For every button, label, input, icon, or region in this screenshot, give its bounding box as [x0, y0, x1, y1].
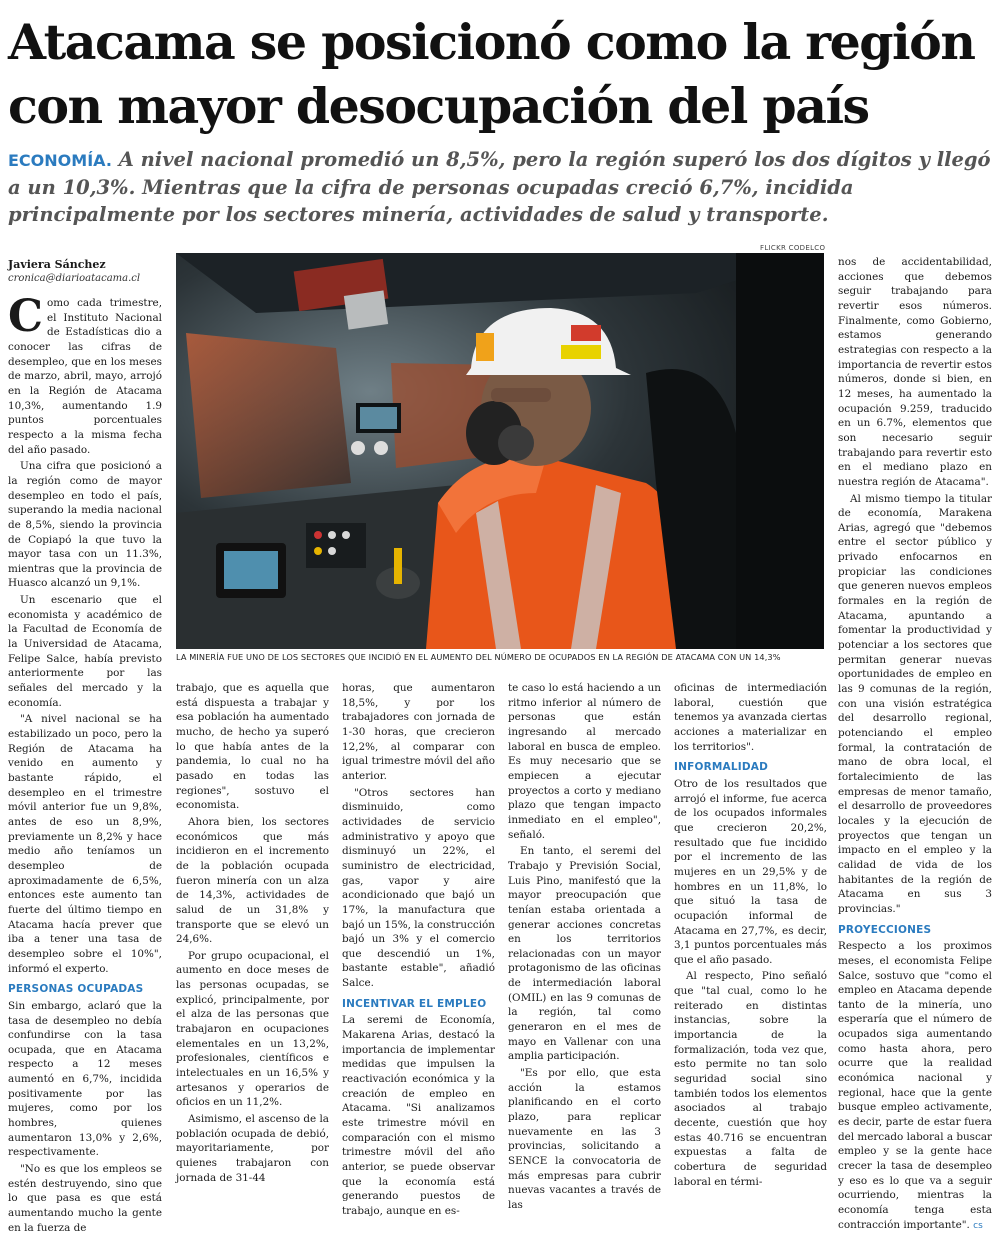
column-1: [8, 291, 162, 1237]
article-paragraph: [838, 939, 992, 1233]
column-2: [176, 681, 329, 1187]
article-paragraph: Sin embargo, aclaró que la tasa de desempleo no debía confundirse con la tasa ocupada, que en Atacama respecto a 12 meses aumentó en 6,7%, incidida positivamente por las mujeres, como por los hombres, quienes aumentaron 13,0% y 2,6%, respectivamente.: [8, 999, 162, 1159]
subheading-informalidad: INFORMALIDAD: [674, 761, 769, 774]
end-mark-icon: cs: [973, 1220, 983, 1231]
column-3: [342, 681, 495, 1221]
article-paragraph: nos de accidentabilidad, acciones que debemos seguir trabajando para revertir esos números. Finalmente, como Gobierno, estamos generando estrategias con respecto a la importancia de revertir estos números, donde si bien, en 12 meses, ha aumentado la ocupación 9.259, traducido en un 6.7%, elementos que son necesario seguir trabajando para revertir esto en el mediano plazo en nuestra región de Atacama".: [838, 256, 992, 488]
article-paragraph: Por grupo ocupacional, el aumento en doce meses de las personas ocupadas, se explicó, principalmente, por el alza de las personas que trabajaron en ocupaciones elementales en un 13,2%, profesionales, científicos e intelectuales en un 16,5% y artesanos y operarios de oficios en un 11,2%.: [176, 949, 329, 1109]
photo-caption: LA MINERÍA FUE UNO DE LOS SECTORES QUE INCIDIÓ EN EL AUMENTO DEL NÚMERO DE OCUPADOS EN LA REGIÓN DE ATACAMA CON UN 14,3%: [176, 652, 781, 662]
article-paragraph: "No es que los empleos se estén destruyendo, sino que lo que pasa es que está aumentando mucho la gente en la fuerza de: [8, 1163, 162, 1234]
headline: Atacama se posicionó como la región con mayor desocupación del país: [8, 13, 975, 135]
article-paragraph: En tanto, el seremi del Trabajo y Previsión Social, Luis Pino, manifestó que la mayor preocupación que tenían estaba orientada a generar acciones concretas en los territorios relacionadas con un mayor protagonismo de las oficinas de intermediación laboral (OMIL) en las 9 comunas de la región, tal como generaron en el mes de mayo en Vallenar con una amplia participación.: [508, 845, 661, 1063]
article-photo: [176, 253, 824, 649]
article-paragraph: Otro de los resultados que arrojó el informe, fue acerca de los ocupados informales que crecieron 20,2%, resultado que fue incidido por el incremento de las mujeres en un 29,5% y de hombres en un 11,8%, lo que situó la tasa de ocupación informal de Atacama en 27,7%, es decir, 3,1 puntos porcentuales más que el año pasado.: [674, 777, 827, 966]
article-paragraph: [8, 291, 162, 457]
article-paragraph: oficinas de intermediación laboral, cuestión que tenemos ya avanzada ciertas acciones a materializar en los territorios".: [674, 682, 827, 753]
subheading-personas-ocupadas: PERSONAS OCUPADAS: [8, 983, 144, 996]
drop-cap: C: [8, 291, 44, 342]
byline-author: Javiera Sánchez: [8, 258, 106, 271]
article-paragraph: Asimismo, el ascenso de la población ocupada de debió, mayoritariamente, por quienes trabajaron con jornada de 31-44: [176, 1113, 329, 1184]
subheading-incentivar-empleo: INCENTIVAR EL EMPLEO: [342, 997, 487, 1010]
column-4: [508, 681, 661, 1215]
article-paragraph: Al respecto, Pino señaló que "tal cual, como lo he reiterado en distintas instancias, sobre la importancia de la formalización, toda vez que, esto permite no tan solo seguridad social sino también todos los elementos asociados al trabajo decente, cuestión que hoy estas 40.716 se encuentran expuestas a falta de cobertura de seguridad laboral en térmi-: [674, 970, 827, 1188]
article-paragraph: "Es por ello, que esta acción la estamos planificando en el corto plazo, para replicar nuevamente en las 3 provincias, solicitando a SENCE la convocatoria de más empresas para cubrir nuevas vacantes a través de las: [508, 1067, 661, 1211]
summary-text: A nivel nacional promedió un 8,5%, pero la región superó los dos dígitos y llegó a un 10,3%. Mientras que la cifra de personas ocupadas creció 6,7%, incidida principalmente por los sectores minería, actividades de salud y transporte.: [8, 148, 991, 226]
article-paragraph: Un escenario que el economista y académico de la Facultad de Economía de la Universidad de Atacama, Felipe Salce, había previsto anteriormente por las señales del mercado y la economía.: [8, 594, 162, 709]
photo-credit: FLICKR CODELCO: [760, 244, 826, 252]
article-paragraph: te caso lo está haciendo a un ritmo inferior al número de personas que están ingresando al mercado laboral en busca de empleo. Es muy necesario que se empiecen a ejecutar proyectos a corto y mediano plazo que tengan impacto inmediato en el empleo", señaló.: [508, 682, 661, 841]
summary-deck: [8, 146, 993, 228]
article-paragraph: "Otros sectores han disminuido, como actividades de servicio administrativo y apoyo que disminuyó un 22%, el suministro de electricidad, gas, vapor y aire acondicionado que bajó un 17%, la manufactura que bajó un 15%, la construcción bajó un 3% y el comercio que descendió un 1%, bastante estable", añadió Salce.: [342, 786, 495, 990]
article-paragraph: horas, que aumentaron 18,5%, y por los trabajadores con jornada de 1-30 horas, que crecieron 12,2%, al comparar con igual trimestre móvil del año anterior.: [342, 682, 495, 782]
paragraph-text: Respecto a los proximos meses, el economista Felipe Salce, sostuvo que "como el empleo en Atacama depende tanto de la minería, uno esperaría que el número de ocupados siga aumentando como hasta ahora, pero ocurre que la realidad económica nacional y regional, hace que la gente busque empleo activamente, es decir, parte de estar fuera del mercado laboral a buscar empleo y se la gente hace crecer la tasa de desempleo y eso es lo que va a seguir ocurriendo, mientras la economía tenga esta contracción importante".: [838, 940, 992, 1231]
section-kicker: ECONOMÍA.: [8, 151, 112, 170]
article-paragraph: La seremi de Economía, Makarena Arias, destacó la importancia de implementar medidas que impulsen la reactivación económica y la creación de empleo en Atacama. "Si analizamos este trimestre móvil en comparación con el mismo trimestre móvil del año anterior, se puede observar que la economía está generando puestos de trabajo, aunque en es-: [342, 1014, 495, 1217]
paragraph-text: omo cada trimestre, el Instituto Nacional de Estadísticas dio a conocer las cifras de desempleo, que en los meses de marzo, abril, mayo, arrojó en la Región de Atacama 10,3%, aumentando 1.9 puntos porcentuales respecto a la misma fecha del año pasado.: [8, 297, 162, 456]
article-paragraph: "A nivel nacional se ha estabilizado un poco, pero la Región de Atacama ha venido en aumento y bastante rápido, el desempleo en el trimestre móvil anterior fue un 9,8%, antes de eso un 8,9%, previamente un 8,2% y hace medio año teníamos un desempleo de aproximadamente de 6,5%, entonces este aumento tan fuerte del último tiempo en Atacama hacía prever que iba a tener una tasa de desempleo sobre el 10%", informó el experto.: [8, 713, 162, 975]
miner-cabin-illustration: [176, 253, 824, 649]
article-paragraph: Al mismo tiempo la titular de economía, Marakena Arias, agregó que "debemos entre el sector público y privado enfocarnos en propiciar las condiciones que generen nuevos empleos formales en la región de Atacama, apuntando a fomentar la productividad y potenciar a los sectores que permitan generar nuevas oportunidades de empleo en las 9 comunas de la región, con una visión estratégica del desarrollo regional, potenciando el empleo formal, la contratación de mano de obra local, el fortalecimiento de las empresas de menor tamaño, el desarrollo de proveedores locales y la ejecución de proyectos que tengan un impacto en el empleo y la calidad de vida de los habitantes de la región de Atacama en sus 3 provincias.": [838, 492, 992, 915]
subheading-proyecciones: PROYECCIONES: [838, 923, 932, 936]
article-paragraph: Una cifra que posicionó a la región como de mayor desempleo en todo el país, superando la media nacional de 8,5%, siendo la provincia de Copiapó la que tuvo la mayor tasa con un 11.3%, mientras que la provincia de Huasco alcanzó un 9,1%.: [8, 460, 162, 590]
column-6: [838, 255, 992, 1235]
article-paragraph: Ahora bien, los sectores económicos que más incidieron en el incremento de la población ocupada fueron minería con un alza de 14,3%, actividades de salud de un 31,8% y transporte que se elevó un 24,6%.: [176, 815, 329, 946]
column-5: [674, 681, 827, 1191]
byline-email[interactable]: cronica@diarioatacama.cl: [8, 273, 141, 284]
article-paragraph: trabajo, que es aquella que está dispuesta a trabajar y esa población ha aumentado mucho, de hecho ya superó lo que había antes de la pandemia, lo cual no ha pasado en todas las regiones", sostuvo el economista.: [176, 682, 329, 812]
